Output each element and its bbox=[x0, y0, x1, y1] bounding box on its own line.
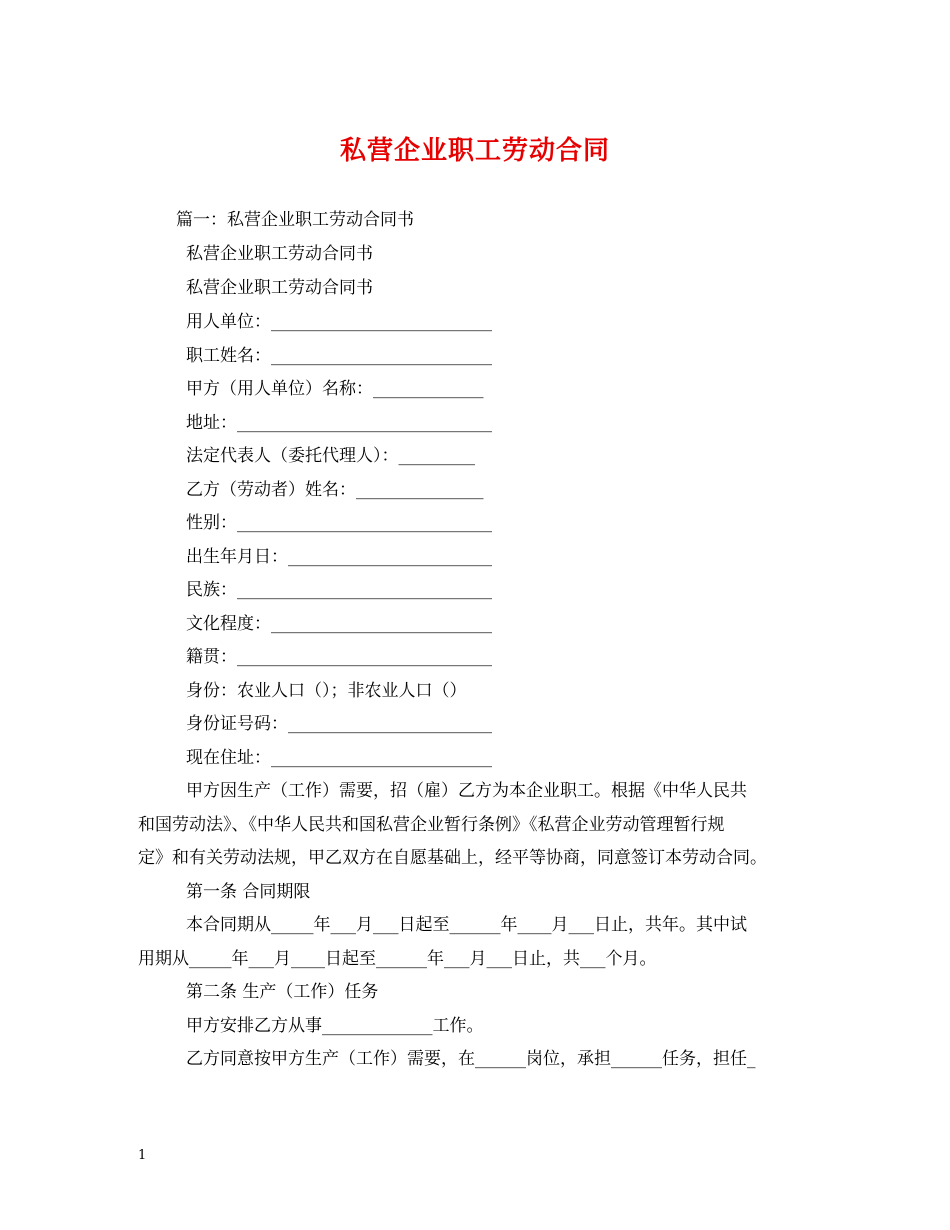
paragraph-line: 用期从_____年___月____日起至______年___月___日止，共___个月。 bbox=[138, 949, 657, 969]
document-title: 私营企业职工劳动合同 bbox=[339, 136, 610, 166]
form-field-id-number: 身份证号码：________________________ bbox=[186, 714, 492, 734]
form-field-address: 地址：______________________________ bbox=[186, 413, 492, 433]
paragraph-line: 乙方同意按甲方生产（工作）需要，在______岗位，承担______任务，担任_ bbox=[186, 1049, 756, 1069]
form-field-legal-rep: 法定代表人（委托代理人）：_________ bbox=[186, 446, 475, 466]
paragraph-line: 甲方因生产（工作）需要，招（雇）乙方为本企业职工。根据《中华人民共 bbox=[186, 781, 747, 801]
form-field-employer: 用人单位：__________________________ bbox=[186, 312, 492, 332]
article-heading: 第二条 生产（工作）任务 bbox=[186, 982, 379, 1002]
form-field-party-b-name: 乙方（劳动者）姓名：_______________ bbox=[186, 480, 484, 500]
form-field-education: 文化程度：__________________________ bbox=[186, 614, 492, 634]
paragraph-line: 甲方安排乙方从事_____________工作。 bbox=[186, 1016, 484, 1036]
form-field-gender: 性别：______________________________ bbox=[186, 513, 492, 533]
form-field-employee-name: 职工姓名：__________________________ bbox=[186, 346, 492, 366]
form-field-ethnicity: 民族：______________________________ bbox=[186, 580, 492, 600]
paragraph-line: 和国劳动法》、《中华人民共和国私营企业暂行条例》《私营企业劳动管理暂行规 bbox=[138, 815, 725, 835]
paragraph-line: 定》和有关劳动法规，甲乙双方在自愿基础上，经平等协商，同意签订本劳动合同。 bbox=[138, 848, 767, 868]
page-number: 1 bbox=[138, 1148, 147, 1163]
form-field-current-address: 现在住址：__________________________ bbox=[186, 748, 492, 768]
article-heading: 第一条 合同期限 bbox=[186, 882, 311, 902]
form-field-party-a-name: 甲方（用人单位）名称：_____________ bbox=[186, 379, 484, 399]
form-field-native-place: 籍贯：______________________________ bbox=[186, 647, 492, 667]
text-line: 私营企业职工劳动合同书 bbox=[186, 244, 373, 264]
form-field-birthdate: 出生年月日：________________________ bbox=[186, 547, 492, 567]
text-line: 私营企业职工劳动合同书 bbox=[186, 278, 373, 298]
form-field-identity: 身份：农业人口（）；非农业人口（） bbox=[186, 681, 467, 701]
paragraph-line: 本合同期从_____年___月___日起至______年____月___日止，共年。其中试 bbox=[186, 915, 747, 935]
section-heading: 篇一：私营企业职工劳动合同书 bbox=[176, 210, 414, 230]
